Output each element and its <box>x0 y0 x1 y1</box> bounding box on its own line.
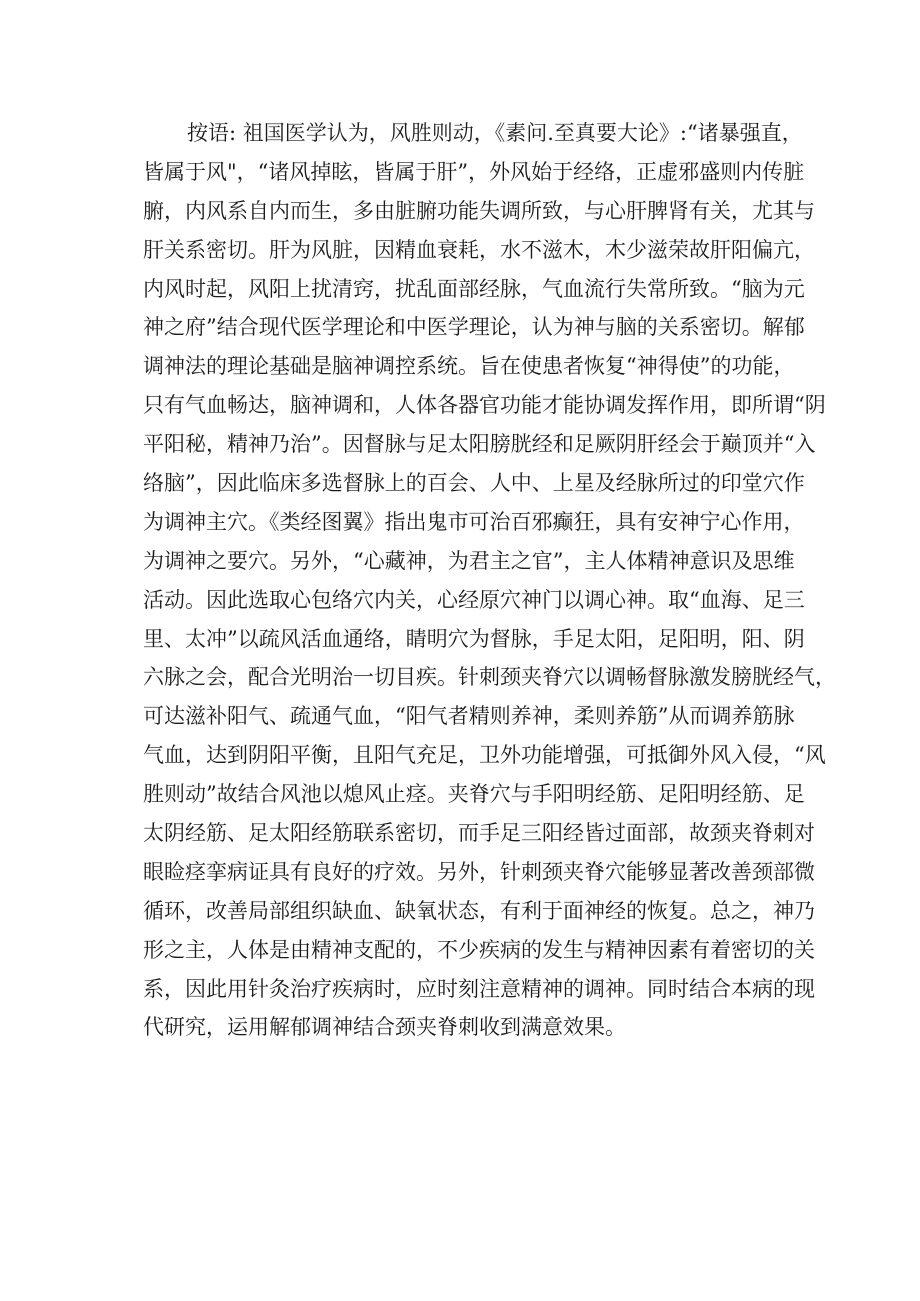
paragraph-line: 系，因此用针灸治疗疾病时，应时刻注意精神的调神。同时结合本病的现 <box>143 976 815 1001</box>
paragraph-line: 神之府”结合现代医学理论和中医学理论，认为神与脑的关系密切。解郁 <box>143 315 805 340</box>
paragraph-line: 气血，达到阴阳平衡，且阳气充足，卫外功能增强，可抵御外风入侵，“风 <box>143 743 826 768</box>
paragraph-line: 为调神之要穴。另外，“心藏神，为君主之官”，主人体精神意识及思维 <box>143 548 795 573</box>
paragraph-line: 皆属于风"，“诸风掉眩，皆属于肝”，外风始于经络，正虚邪盛则内传脏 <box>143 159 805 184</box>
paragraph-line: 平阳秘，精神乃治”。因督脉与足太阳膀胱经和足厥阴肝经会于巅顶并“入 <box>143 432 816 457</box>
paragraph-line: 胜则动”故结合风池以熄风止痉。夹脊穴与手阳明经筋、足阳明经筋、足 <box>143 782 805 807</box>
paragraph-line: 代研究，运用解郁调神结合颈夹脊刺收到满意效果。 <box>143 1015 626 1040</box>
paragraph-line: 只有气血畅达，脑神调和，人体各器官功能才能协调发挥作用，即所谓“阴 <box>143 393 826 418</box>
paragraph-line: 调神法的理论基础是脑神调控系统。旨在使患者恢复“神得使”的功能， <box>143 354 795 379</box>
commentary-paragraph <box>143 114 836 1047</box>
paragraph-line: 可达滋补阳气、疏通气血，“阳气者精则养神，柔则养筋”从而调养筋脉 <box>143 704 795 729</box>
paragraph-line: 按语: 祖国医学认为，风胜则动，《素问.至真要大论》:“诸暴强直， <box>187 121 803 145</box>
paragraph-line: 形之主，人体是由精神支配的，不少疾病的发生与精神因素有着密切的关 <box>143 937 815 962</box>
paragraph-line: 内风时起，风阳上扰清窍，扰乱面部经脉，气血流行失常所致。“脑为元 <box>143 276 805 301</box>
paragraph-line: 循环，改善局部组织缺血、缺氧状态，有利于面神经的恢复。总之，神乃 <box>143 898 815 923</box>
paragraph-line: 络脑”，因此临床多选督脉上的百会、人中、上星及经脉所过的印堂穴作 <box>143 471 805 496</box>
paragraph-line: 腑，内风系自内而生，多由脏腑功能失调所致，与心肝脾肾有关，尤其与 <box>143 198 815 223</box>
paragraph-line: 肝关系密切。肝为风脏，因精血衰耗，水不滋木，木少滋荣故肝阳偏亢， <box>143 237 815 262</box>
paragraph-line: 为调神主穴。《类经图翼》指出鬼市可治百邪癫狂，具有安神宁心作用， <box>143 509 805 534</box>
paragraph-line: 里、太冲”以疏风活血通络，睛明穴为督脉，手足太阳，足阳明，阳、阴 <box>143 626 805 651</box>
paragraph-line: 活动。因此选取心包络穴内关，心经原穴神门以调心神。取“血海、足三 <box>143 587 805 612</box>
paragraph-line: 六脉之会，配合光明治一切目疾。针刺颈夹脊穴以调畅督脉激发膀胱经气， <box>143 665 836 690</box>
paragraph-line: 眼睑痉挛病证具有良好的疗效。另外，针刺颈夹脊穴能够显著改善颈部微 <box>143 859 815 884</box>
paragraph-line: 太阴经筋、足太阳经筋联系密切，而手足三阳经皆过面部，故颈夹脊刺对 <box>143 821 815 846</box>
